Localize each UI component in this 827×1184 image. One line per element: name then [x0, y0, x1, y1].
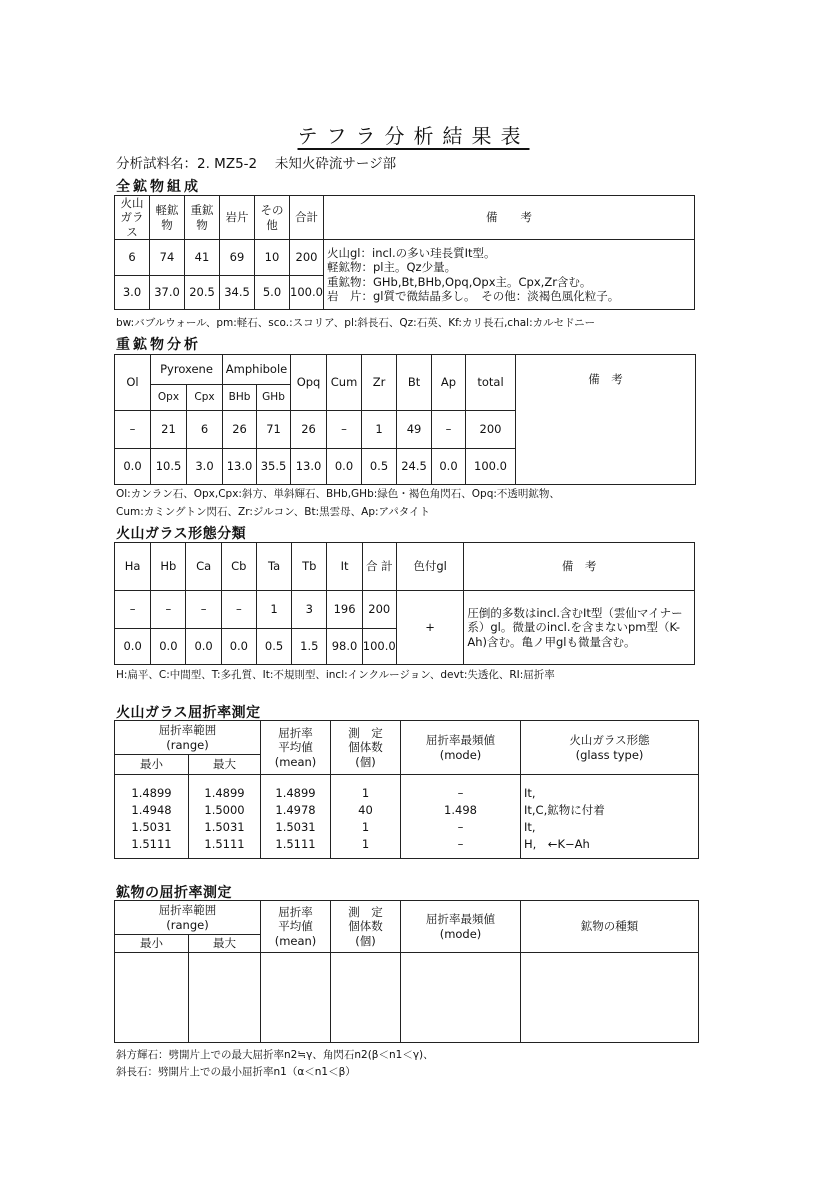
header-it: It	[327, 543, 362, 591]
type-en: (glass type)	[575, 747, 644, 762]
header-mean	[261, 721, 331, 775]
cell: 1.4978	[275, 803, 316, 817]
cell: –	[115, 591, 151, 629]
cell: 1.4899	[204, 786, 245, 800]
header-ghb: GHb	[257, 385, 291, 411]
cell: –	[432, 411, 466, 449]
cell: 0.0	[151, 629, 186, 665]
cell: 1.4948	[131, 803, 172, 817]
cell: 1	[361, 837, 370, 851]
cell: 0.0	[115, 629, 151, 665]
header-range	[115, 901, 261, 935]
header-ap: Ap	[432, 355, 466, 411]
header-rock-fragments: 岩片	[220, 196, 255, 240]
sample-name: 分析試料名：2. MZ5-2 未知火砕流サージ部	[116, 156, 397, 172]
remark-line: 岩 片：gl質で微結晶多し。 その他：淡褐色風化粒子。	[327, 289, 620, 303]
type-label: 火山ガラス形態	[569, 733, 650, 748]
remark-line: 重鉱物：GHb,Bt,BHb,Opq,Opx主。Cpx,Zr含む。	[327, 274, 592, 289]
cell: 100.0	[290, 276, 324, 310]
empty-cell	[115, 953, 189, 1043]
header-row	[115, 196, 695, 240]
range-label: 屈折率範囲	[158, 903, 217, 918]
cell: 1.5111	[131, 837, 172, 851]
section3-heading: 火山ガラス形態分類	[116, 526, 247, 542]
section1-legend: bw:バブルウォール、pm:軽石、sco.:スコリア、pl:斜長石、Qz:石英、Kf:カリ長石,chal:カルセドニー	[116, 317, 596, 329]
cell: –	[327, 411, 362, 449]
range-en: (range)	[166, 737, 209, 752]
mean-label-2: 平均値	[278, 919, 313, 934]
header-remarks: 備 考	[324, 196, 695, 240]
cell: 1	[361, 820, 370, 834]
empty-data-row	[115, 953, 699, 1043]
cell: 10.5	[151, 449, 187, 485]
cell: –	[115, 411, 151, 449]
cell: 200	[466, 411, 516, 449]
remark-line: 系）gl。微量のincl.を含まないpm型（K-	[467, 620, 680, 635]
cell: 49	[397, 411, 432, 449]
header-amphibole: Amphibole	[223, 355, 291, 385]
count-label-2: 個体数	[348, 919, 383, 934]
header-remarks: 備 考	[588, 372, 623, 386]
cell: 1	[256, 591, 291, 629]
header-cpx: Cpx	[187, 385, 223, 411]
cell: It,	[524, 820, 536, 834]
cell: H, ←K−Ah	[524, 837, 590, 851]
header-row	[115, 543, 695, 591]
cell: 1	[362, 411, 397, 449]
header-max: 最大	[189, 755, 261, 775]
empty-cell	[401, 953, 521, 1043]
cell: 20.5	[185, 276, 220, 310]
count-row	[115, 240, 695, 276]
cell: 100.0	[466, 449, 516, 485]
section2-heading: 重鉱物分析	[116, 337, 201, 353]
colored-gl-cell: +	[396, 591, 463, 665]
mean-label-1: 屈折率	[278, 725, 313, 740]
cell: 37.0	[150, 276, 185, 310]
section2-legend-2: Cum:カミングトン閃石、Zr:ジルコン、Bt:黒雲母、Ap:アパタイト	[116, 506, 430, 518]
cell: 13.0	[223, 449, 257, 485]
count-unit: (個)	[355, 933, 376, 948]
header-ol: Ol	[115, 355, 151, 411]
count-label-2: 個体数	[348, 740, 383, 755]
cell: 200	[362, 591, 396, 629]
cell: 1.4899	[131, 786, 172, 800]
section4-heading: 火山ガラス屈折率測定	[116, 705, 261, 721]
header-mean	[261, 901, 331, 953]
cell: –	[457, 820, 464, 834]
mean-label-1: 屈折率	[278, 904, 313, 919]
header-total: total	[466, 355, 516, 411]
cell: 3.0	[115, 276, 150, 310]
cell: 0.0	[186, 629, 221, 665]
cell: 200	[290, 240, 324, 276]
cell: 34.5	[220, 276, 255, 310]
cell: 3.0	[187, 449, 223, 485]
remark-line: Ah)含む。亀ノ甲glも微量含む。	[467, 634, 636, 649]
cell: 0.0	[221, 629, 256, 665]
header-remarks: 備 考	[464, 543, 695, 591]
cell: 6	[115, 240, 150, 276]
section5-heading: 鉱物の屈折率測定	[116, 885, 232, 901]
range-en: (range)	[166, 917, 209, 932]
cell: 41	[185, 240, 220, 276]
heavy-mineral-table	[114, 354, 696, 485]
cell: 100.0	[362, 629, 396, 665]
glass-type-column	[521, 775, 699, 859]
cell: 74	[150, 240, 185, 276]
header-range	[115, 721, 261, 755]
header-row-1	[115, 721, 699, 755]
count-row	[115, 591, 695, 629]
cell: –	[457, 786, 464, 800]
mode-label: 屈折率最頻値	[426, 733, 495, 748]
mean-en: (mean)	[274, 754, 317, 769]
header-min: 最小	[115, 755, 189, 775]
cell: 1.5111	[204, 837, 245, 851]
header-volcanic-glass: 火山ガラス	[115, 196, 150, 240]
header-pyroxene: Pyroxene	[151, 355, 223, 385]
cell: –	[151, 591, 186, 629]
header-count	[331, 721, 401, 775]
cell: 0.5	[256, 629, 291, 665]
count-column	[331, 775, 401, 859]
cell: –	[457, 837, 464, 851]
cell: 6	[187, 411, 223, 449]
cell: 1.5000	[204, 803, 245, 817]
header-max: 最大	[189, 935, 261, 953]
page-title: テフラ分析結果表	[297, 124, 530, 148]
mean-label-2: 平均値	[278, 740, 313, 755]
header-cum: Cum	[327, 355, 362, 411]
mode-en: (mode)	[439, 926, 482, 941]
count-label-1: 測 定	[348, 904, 383, 919]
cell: 0.5	[362, 449, 397, 485]
header-light-minerals: 軽鉱物	[150, 196, 185, 240]
remarks-cell	[464, 591, 695, 665]
cell: 69	[220, 240, 255, 276]
header-opx: Opx	[151, 385, 187, 411]
header-heavy-minerals: 重鉱物	[185, 196, 220, 240]
mineral-refractive-index-table	[114, 900, 699, 1043]
remarks-cell	[324, 240, 695, 310]
section3-legend: H:扁平、C:中間型、T:多孔質、It:不規則型、incl:インクルージョン、devt:失透化、RI:屈折率	[116, 669, 555, 681]
cell: 13.0	[291, 449, 327, 485]
cell: 21	[151, 411, 187, 449]
cell: 71	[257, 411, 291, 449]
cell: 0.0	[432, 449, 466, 485]
header-opq: Opq	[291, 355, 327, 411]
footnote-2: 斜長石：劈開片上での最小屈折率n1（α＜n1＜β）	[116, 1066, 356, 1078]
section2-legend-1: Ol:カンラン石、Opx,Cpx:斜方、単斜輝石、BHb,GHb:緑色・褐色角閃石、Opq:不透明鉱物、	[116, 488, 560, 500]
mean-en: (mean)	[274, 933, 317, 948]
cell: 24.5	[397, 449, 432, 485]
remark-line: 軽鉱物：pl主。Qz少量。	[327, 260, 457, 275]
empty-cell	[261, 953, 331, 1043]
header-others: その他	[255, 196, 290, 240]
cell: –	[221, 591, 256, 629]
header-count	[331, 901, 401, 953]
header-mineral-type: 鉱物の種類	[521, 901, 699, 953]
cell: 196	[327, 591, 362, 629]
cell: 3	[292, 591, 327, 629]
cell: It,C,鉱物に付着	[524, 803, 605, 817]
header-row-1	[115, 901, 699, 935]
count-unit: (個)	[355, 754, 376, 769]
header-ta: Ta	[256, 543, 291, 591]
mode-en: (mode)	[439, 747, 482, 762]
cell: 5.0	[255, 276, 290, 310]
header-zr: Zr	[362, 355, 397, 411]
remark-line: 圧倒的多数はincl.含むIt型（雲仙マイナー	[467, 605, 683, 620]
cell: 26	[291, 411, 327, 449]
cell: 0.0	[327, 449, 362, 485]
cell: 0.0	[115, 449, 151, 485]
cell: 1.5031	[131, 820, 172, 834]
header-ha: Ha	[115, 543, 151, 591]
remark-line: 火山gl：incl.の多い珪長質It型。	[327, 245, 496, 260]
count-label-1: 測 定	[348, 725, 383, 740]
header-mode	[401, 721, 521, 775]
mode-column	[401, 775, 521, 859]
cell: It,	[524, 786, 536, 800]
cell: 1.4899	[275, 786, 316, 800]
max-column	[189, 775, 261, 859]
cell: 1.5031	[204, 820, 245, 834]
cell: 1.498	[444, 803, 477, 817]
mean-column	[261, 775, 331, 859]
data-body	[115, 775, 699, 859]
remarks-column	[516, 355, 696, 485]
cell: 10	[255, 240, 290, 276]
header-min: 最小	[115, 935, 189, 953]
header-total: 合 計	[362, 543, 396, 591]
header-mode	[401, 901, 521, 953]
header-bhb: BHb	[223, 385, 257, 411]
header-cb: Cb	[221, 543, 256, 591]
footnote-1: 斜方輝石：劈開片上での最大屈折率n2≒γ、角閃石n2(β＜n1＜γ)、	[116, 1049, 434, 1061]
cell: 1	[361, 786, 370, 800]
cell: 98.0	[327, 629, 362, 665]
empty-cell	[521, 953, 699, 1043]
header-hb: Hb	[151, 543, 186, 591]
cell: 1.5111	[275, 837, 316, 851]
cell: 1.5031	[275, 820, 316, 834]
mode-label: 屈折率最頻値	[426, 912, 495, 927]
range-label: 屈折率範囲	[158, 723, 217, 738]
glass-refractive-index-table	[114, 720, 699, 859]
min-column	[115, 775, 189, 859]
cell: 1.5	[292, 629, 327, 665]
header-row-1	[115, 355, 696, 385]
header-glass-type	[521, 721, 699, 775]
header-colored-gl: 色付gl	[396, 543, 463, 591]
glass-shape-table	[114, 542, 695, 665]
mineral-composition-table	[114, 195, 695, 310]
header-bt: Bt	[397, 355, 432, 411]
cell: 26	[223, 411, 257, 449]
cell: 40	[358, 803, 373, 817]
empty-cell	[189, 953, 261, 1043]
header-ca: Ca	[186, 543, 221, 591]
section1-heading: 全鉱物組成	[116, 179, 201, 195]
header-total: 合計	[290, 196, 324, 240]
cell: 35.5	[257, 449, 291, 485]
cell: –	[186, 591, 221, 629]
header-tb: Tb	[292, 543, 327, 591]
empty-cell	[331, 953, 401, 1043]
